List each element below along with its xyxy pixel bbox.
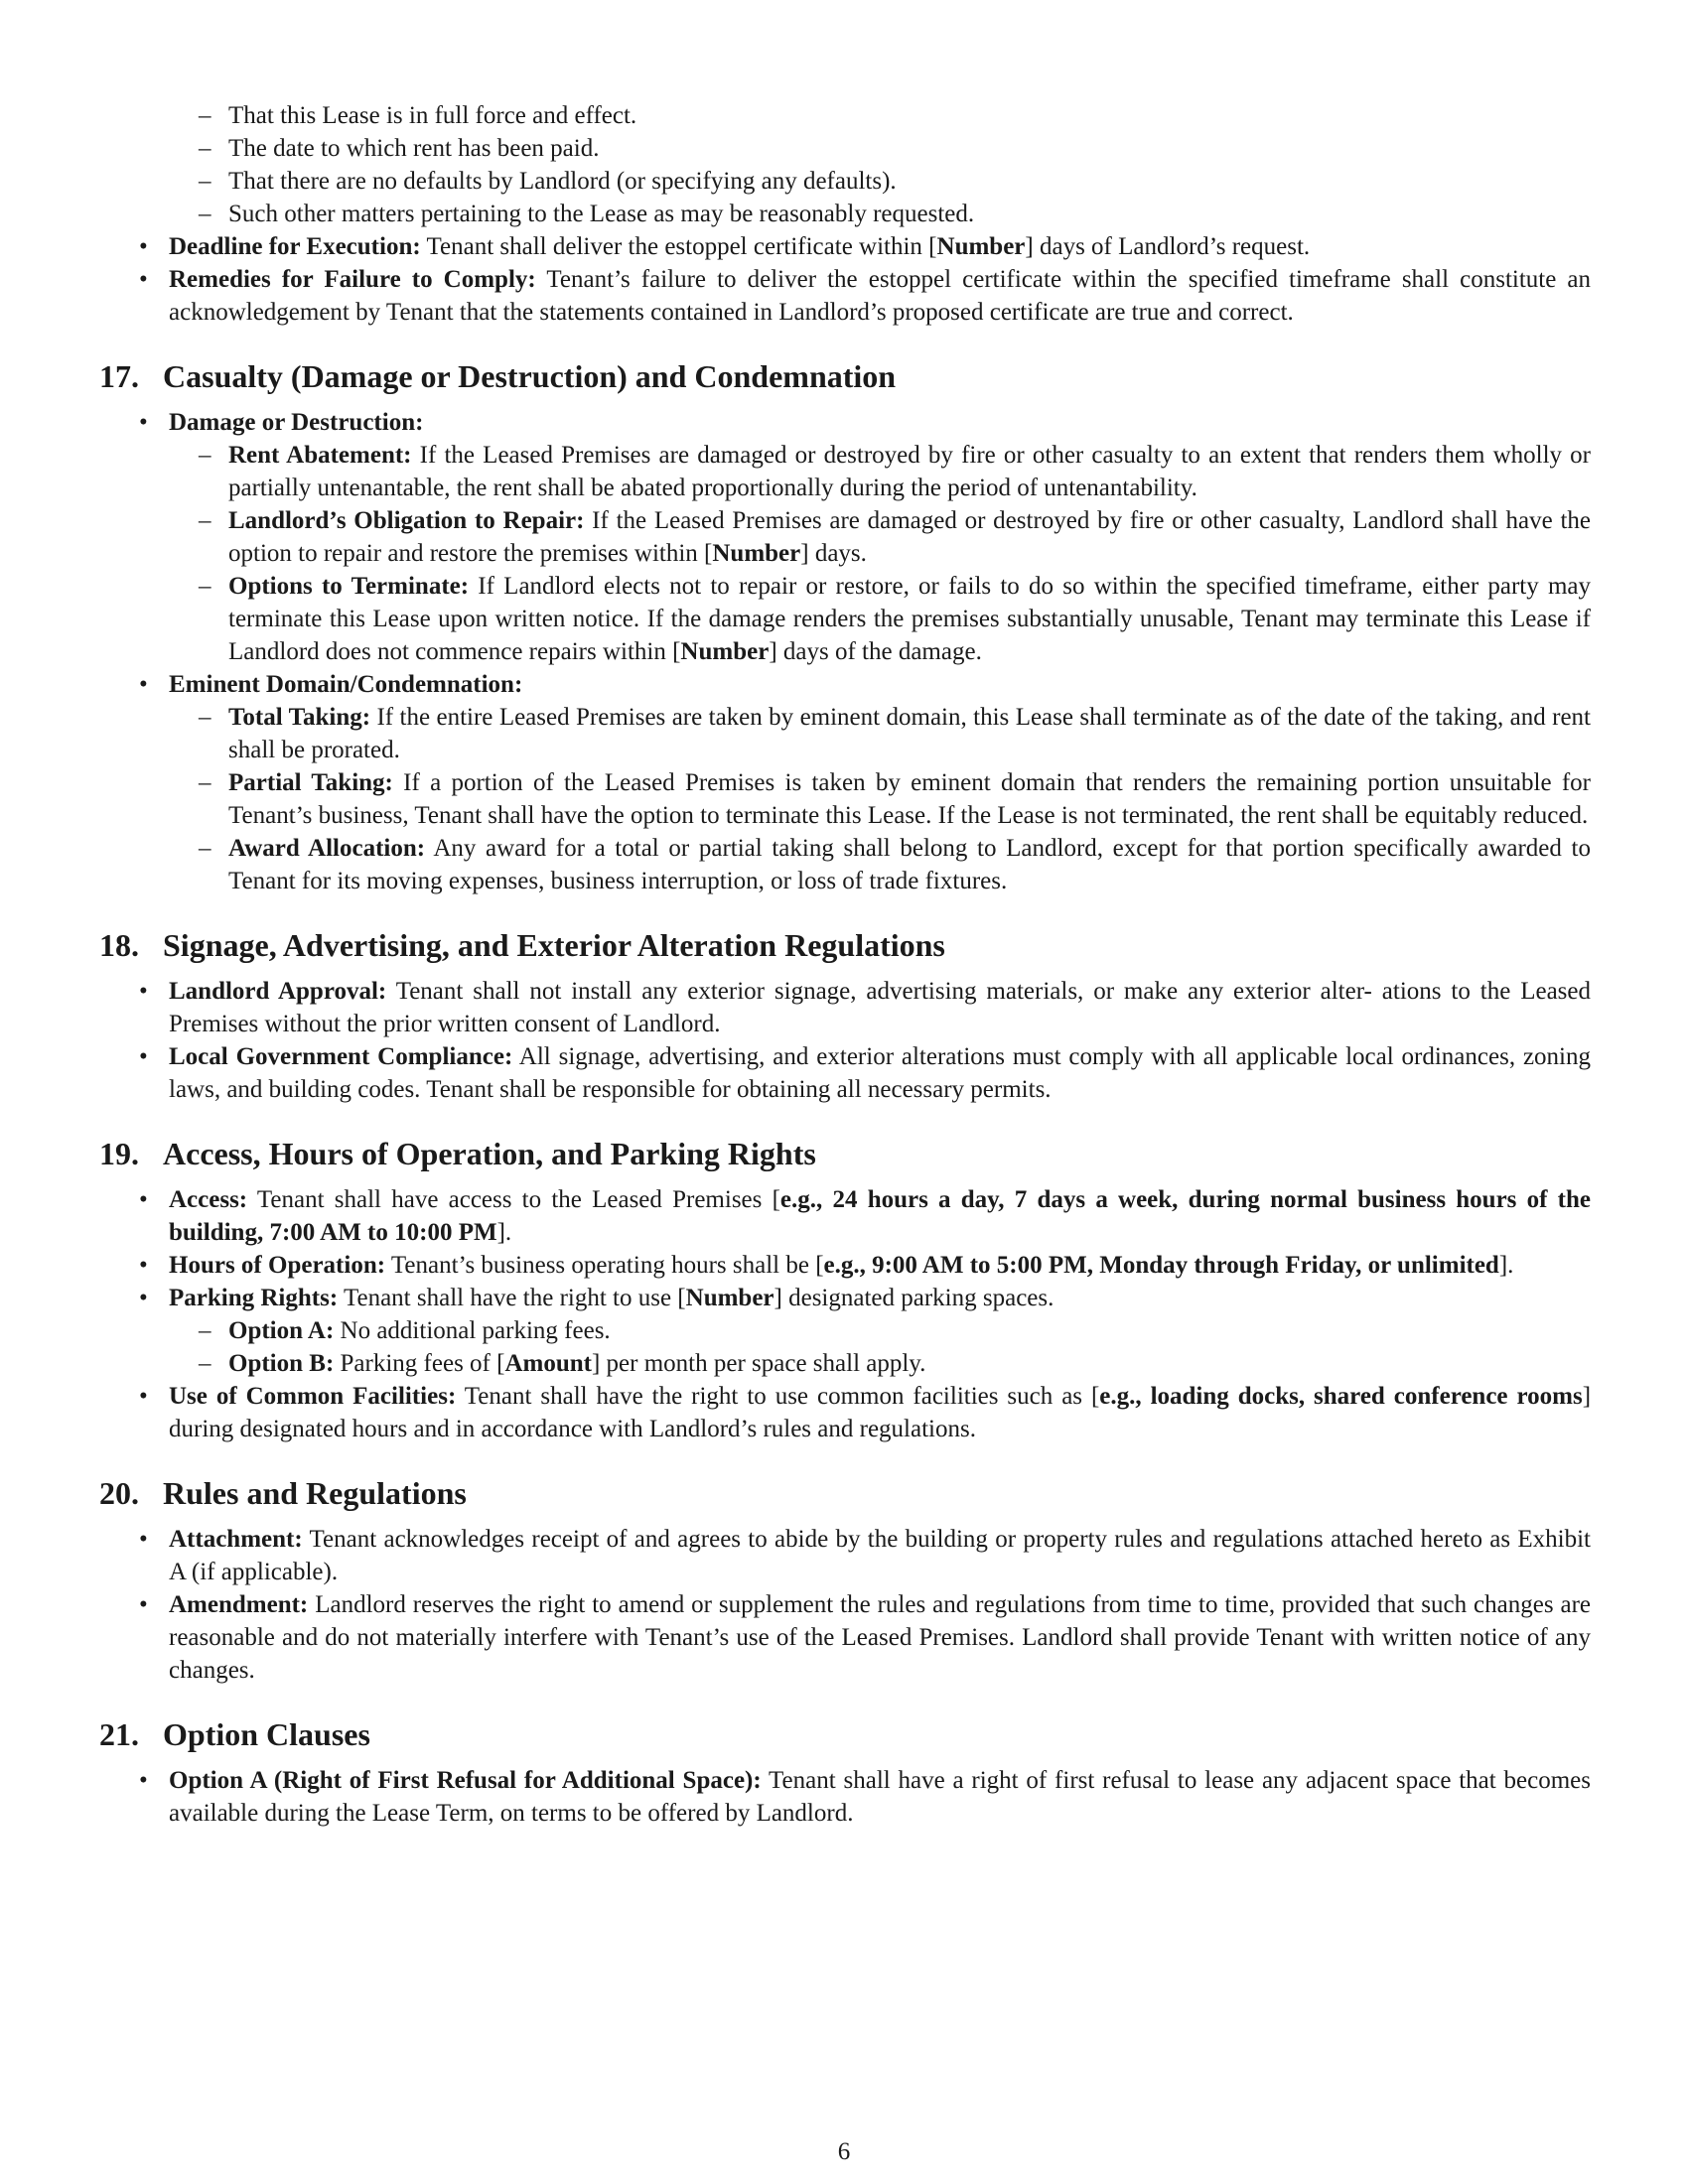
list-item-deadline: • Deadline for Execution: Tenant shall deliver the estoppel certificate within [Number] days of Landlord’s request. — [99, 230, 1591, 263]
list-item: – Option A: No additional parking fees. — [99, 1314, 1591, 1347]
list-item: – Such other matters pertaining to the Lease as may be reasonably requested. — [99, 198, 1591, 230]
list-item: – That there are no defaults by Landlord (or specifying any defaults). — [99, 165, 1591, 198]
list-item: • Access: Tenant shall have access to the Leased Premises [e.g., 24 hours a day, 7 days a week, during normal business hours of the building, 7:00 AM to 10:00 PM]. — [99, 1183, 1591, 1249]
section-list — [99, 1764, 1591, 1830]
list-item: – The date to which rent has been paid. — [99, 132, 1591, 165]
list-item: – That this Lease is in full force and effect. — [99, 99, 1591, 132]
list-item: – Rent Abatement: If the Leased Premises are damaged or destroyed by fire or other casualty to an extent that renders them wholly or partially untenantable, the rent shall be abated proportionally during the period of untenantability. — [99, 439, 1591, 504]
section-19 — [99, 1134, 1591, 1445]
list-item: • Hours of Operation: Tenant’s business operating hours shall be [e.g., 9:00 AM to 5:00 PM, Monday through Friday, or unlimited]. — [99, 1249, 1591, 1282]
list-item: • Eminent Domain/Condemnation: — [99, 668, 1591, 701]
section-list — [99, 975, 1591, 1106]
list-item: – Landlord’s Obligation to Repair: If the Leased Premises are damaged or destroyed by fire or other casualty, Landlord shall have the option to repair and restore the premises within [Number] days. — [99, 504, 1591, 570]
section-heading: 21. Option Clauses — [99, 1716, 370, 1752]
list-item: • Attachment: Tenant acknowledges receipt of and agrees to abide by the building or property rules and regulations attached hereto as Exhibit A (if applicable). — [99, 1523, 1591, 1588]
section-21 — [99, 1714, 1591, 1830]
section-heading: 20. Rules and Regulations — [99, 1475, 467, 1511]
list-item: • Local Government Compliance: All signage, advertising, and exterior alterations must comply with all applicable local ordinances, zoning laws, and building codes. Tenant shall be responsible for obtaining all necessary permits. — [99, 1040, 1591, 1106]
list-item: – Options to Terminate: If Landlord elects not to repair or restore, or fails to do so within the specified timeframe, either party may terminate this Lease upon written notice. If the damage renders the premises substantially unusable, Tenant may terminate this Lease if Landlord does not commence repairs within [Number] days of the damage. — [99, 570, 1591, 668]
section-list — [99, 406, 1591, 897]
list-item: • Amendment: Landlord reserves the right to amend or supplement the rules and regulations from time to time, provided that such changes are reasonable and do not materially interfere with Tenant’s use of the Leased Premises. Landlord shall provide Tenant with written notice of any changes. — [99, 1588, 1591, 1687]
list-item: • Damage or Destruction: — [99, 406, 1591, 439]
section-list — [99, 1523, 1591, 1687]
section-20 — [99, 1473, 1591, 1687]
list-item: – Partial Taking: If a portion of the Leased Premises is taken by eminent domain that renders the remaining portion unsuitable for Tenant’s business, Tenant shall have the option to terminate this Lease. If the Lease is not terminated, the rent shall be equitably reduced. — [99, 766, 1591, 832]
list-item: • Parking Rights: Tenant shall have the right to use [Number] designated parking spaces. — [99, 1282, 1591, 1314]
document-page — [99, 99, 1591, 1830]
section-heading: 19. Access, Hours of Operation, and Parking Rights — [99, 1136, 816, 1171]
page-number: 6 — [837, 2138, 851, 2165]
section-18 — [99, 925, 1591, 1106]
section-list — [99, 1183, 1591, 1445]
list-item: • Option A (Right of First Refusal for Additional Space): Tenant shall have a right of first refusal to lease any adjacent space that becomes available during the Lease Term, on terms to be offered by Landlord. — [99, 1764, 1591, 1830]
section-heading: 18. Signage, Advertising, and Exterior Alteration Regulations — [99, 927, 945, 963]
list-item: • Landlord Approval: Tenant shall not install any exterior signage, advertising materials, or make any exterior alter- ations to the Leased Premises without the prior written consent of Landlord. — [99, 975, 1591, 1040]
list-item: • Use of Common Facilities: Tenant shall have the right to use common facilities such as [e.g., loading docks, shared conference rooms] during designated hours and in accordance with Landlord’s rules and regulations. — [99, 1380, 1591, 1445]
section-heading: 17. Casualty (Damage or Destruction) and Condemnation — [99, 358, 897, 394]
list-item: – Total Taking: If the entire Leased Premises are taken by eminent domain, this Lease shall terminate as of the date of the taking, and rent shall be prorated. — [99, 701, 1591, 766]
list-item-remedies: • Remedies for Failure to Comply: Tenant’s failure to deliver the estoppel certificate within the specified timeframe shall constitute an acknowledgement by Tenant that the statements contained in Landlord’s proposed certificate are true and correct. — [99, 263, 1591, 329]
list-item: – Award Allocation: Any award for a total or partial taking shall belong to Landlord, except for that portion specifically awarded to Tenant for its moving expenses, business interruption, or loss of trade fixtures. — [99, 832, 1591, 897]
section-17 — [99, 356, 1591, 897]
estoppel-list — [99, 99, 1591, 329]
list-item: – Option B: Parking fees of [Amount] per month per space shall apply. — [99, 1347, 1591, 1380]
